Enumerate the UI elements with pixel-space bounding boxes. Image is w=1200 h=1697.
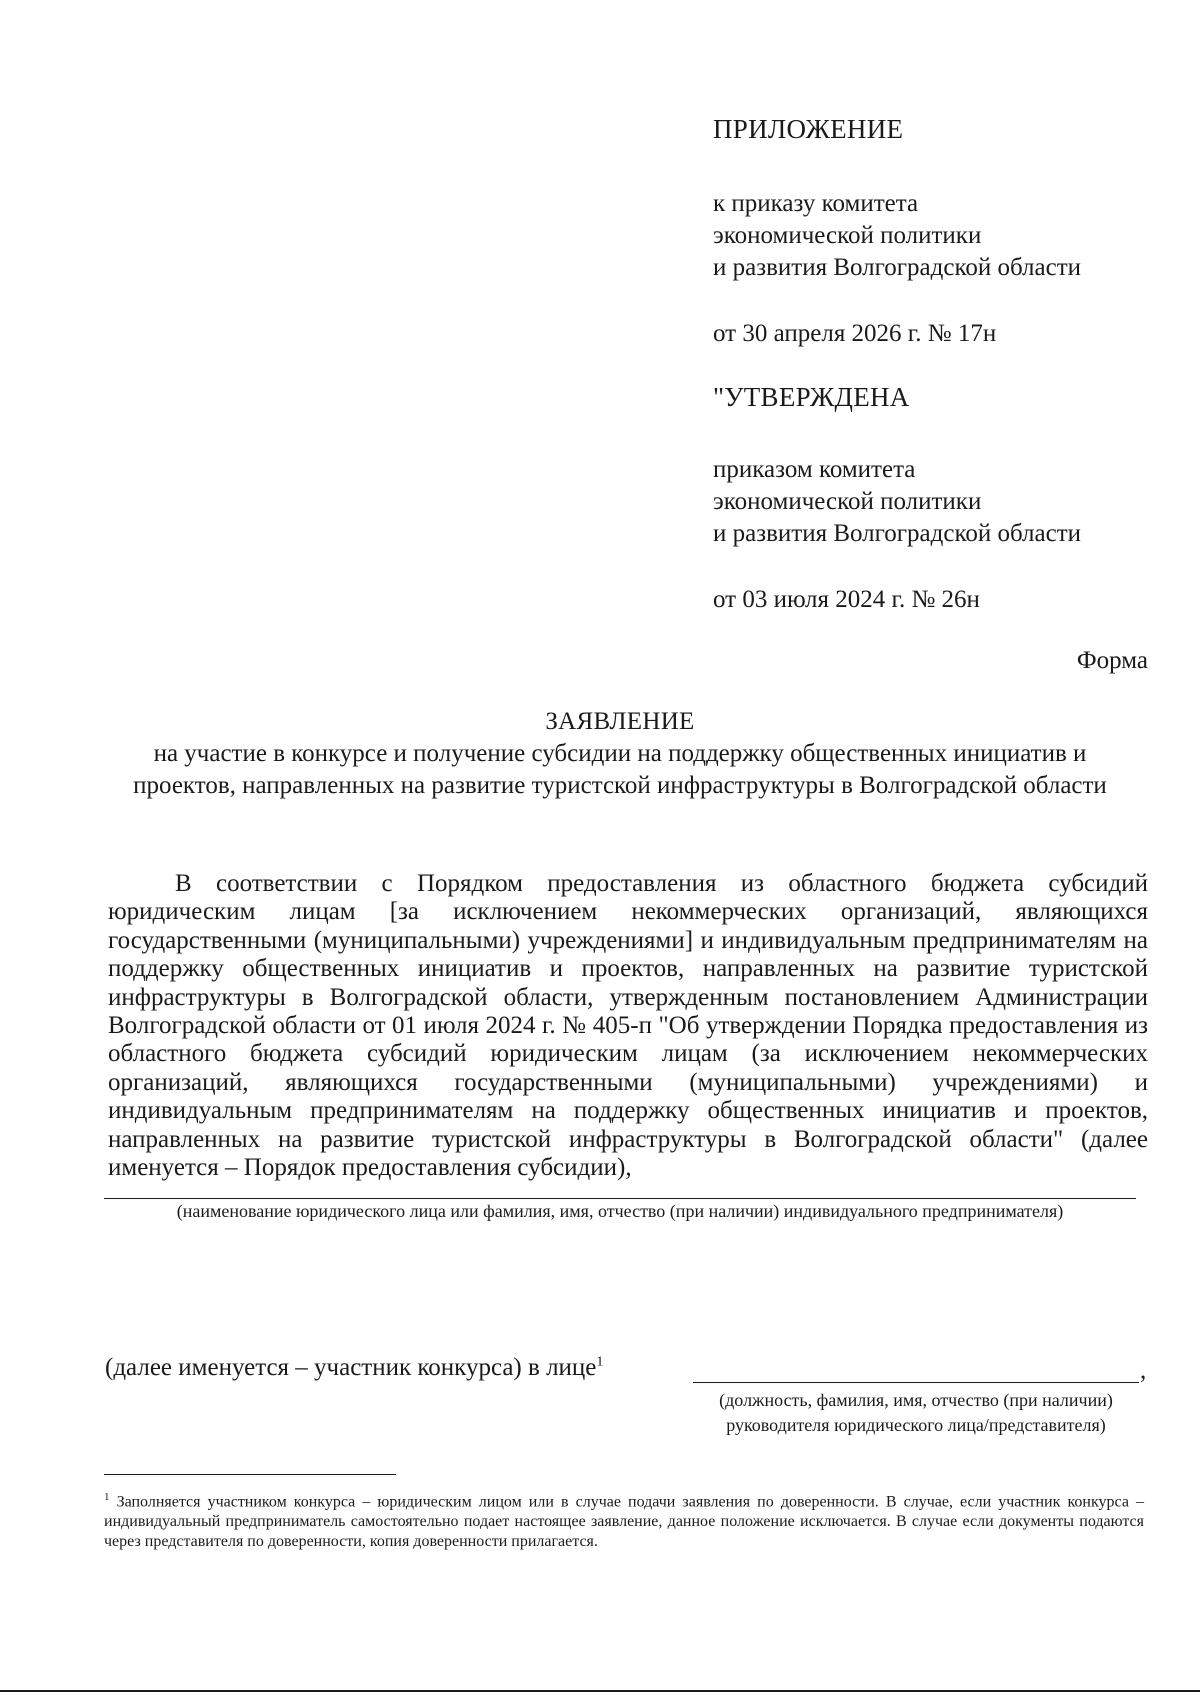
appendix-basis: [713, 188, 1081, 284]
in-person-text: (далее именуется – участник конкурса) в лице: [105, 1354, 597, 1381]
footnote-number: 1: [104, 1491, 110, 1503]
footnote-separator: [104, 1474, 396, 1475]
approved-basis-line: и развития Волгоградской области: [713, 520, 1082, 547]
approved-date: от 03 июля 2024 г. № 26н: [713, 586, 980, 613]
appendix-title: ПРИЛОЖЕНИЕ: [713, 114, 904, 144]
main-paragraph: В соответствии с Порядком предоставления из областного бюджета субсидий юридическим лицам [за исключением некоммерческих организаций, являющихся государственными (муниципальными) учреждениями] и индивидуальным предпринимателям на поддержку общественных инициатив и проектов, направленных на развитие туристской инфраструктуры в Волгоградской области, утвержденным постановлением Администрации Волгоградской области от 01 июля 2024 г. № 405-п "Об утверждении Порядка предоставления из областного бюджета субсидий юридическим лицам (за исключением некоммерческих организаций, являющихся государственными (муниципальными) учреждениями) и индивидуальным предпринимателям на поддержку общественных инициатив и проектов, направленных на развитие туристской инфраструктуры в Волгоградской области" (далее именуется – Порядок предоставления субсидии),: [108, 870, 1148, 1182]
document-subtitle: на участие в конкурсе и получение субсидии на поддержку общественных инициатив и проектов, направленных на развитие туристской инфраструктуры в Волгоградской области: [133, 740, 1107, 799]
appendix-basis-line: экономической политики: [713, 222, 982, 249]
appendix-date: от 30 апреля 2026 г. № 17н: [713, 320, 997, 347]
footnote-ref: 1: [596, 1354, 604, 1370]
approved-basis-line: приказом комитета: [713, 456, 916, 483]
document-title: ЗАЯВЛЕНИЕ: [545, 708, 695, 735]
applicant-name-fill-line: [104, 1198, 1136, 1199]
page-bottom-edge: [0, 1690, 1200, 1692]
applicant-name-caption: (наименование юридического лица или фамилия, имя, отчество (при наличии) индивидуального предпринимателя): [176, 1201, 1064, 1221]
footnote-text: Заполняется участником конкурса – юридическим лицом или в случае подачи заявления по доверенности. В случае, если участник конкурса – индивидуальный предприниматель самостоятельно подает настоящее заявление, данное положение исключается. В случае если документы подаются через представителя по доверенности, копия доверенности прилагается.: [104, 1493, 1145, 1551]
approved-basis-line: экономической политики: [713, 488, 982, 515]
approved-basis: [713, 454, 1081, 550]
trailing-comma: ,: [1140, 1357, 1147, 1384]
form-label: Форма: [1076, 647, 1148, 674]
document-title-block: [120, 706, 1120, 802]
main-paragraph-block: [108, 870, 1148, 1182]
representative-fill-line: [693, 1382, 1139, 1383]
in-person-line: [105, 1354, 603, 1382]
approved-title: "УТВЕРЖДЕНА: [713, 382, 910, 412]
appendix-basis-line: к приказу комитета: [713, 190, 919, 217]
footnote: [104, 1487, 1144, 1552]
appendix-basis-line: и развития Волгоградской области: [713, 254, 1082, 281]
representative-caption: (должность, фамилия, имя, отчество (при наличии) руководителя юридического лица/представителя): [719, 1390, 1113, 1435]
